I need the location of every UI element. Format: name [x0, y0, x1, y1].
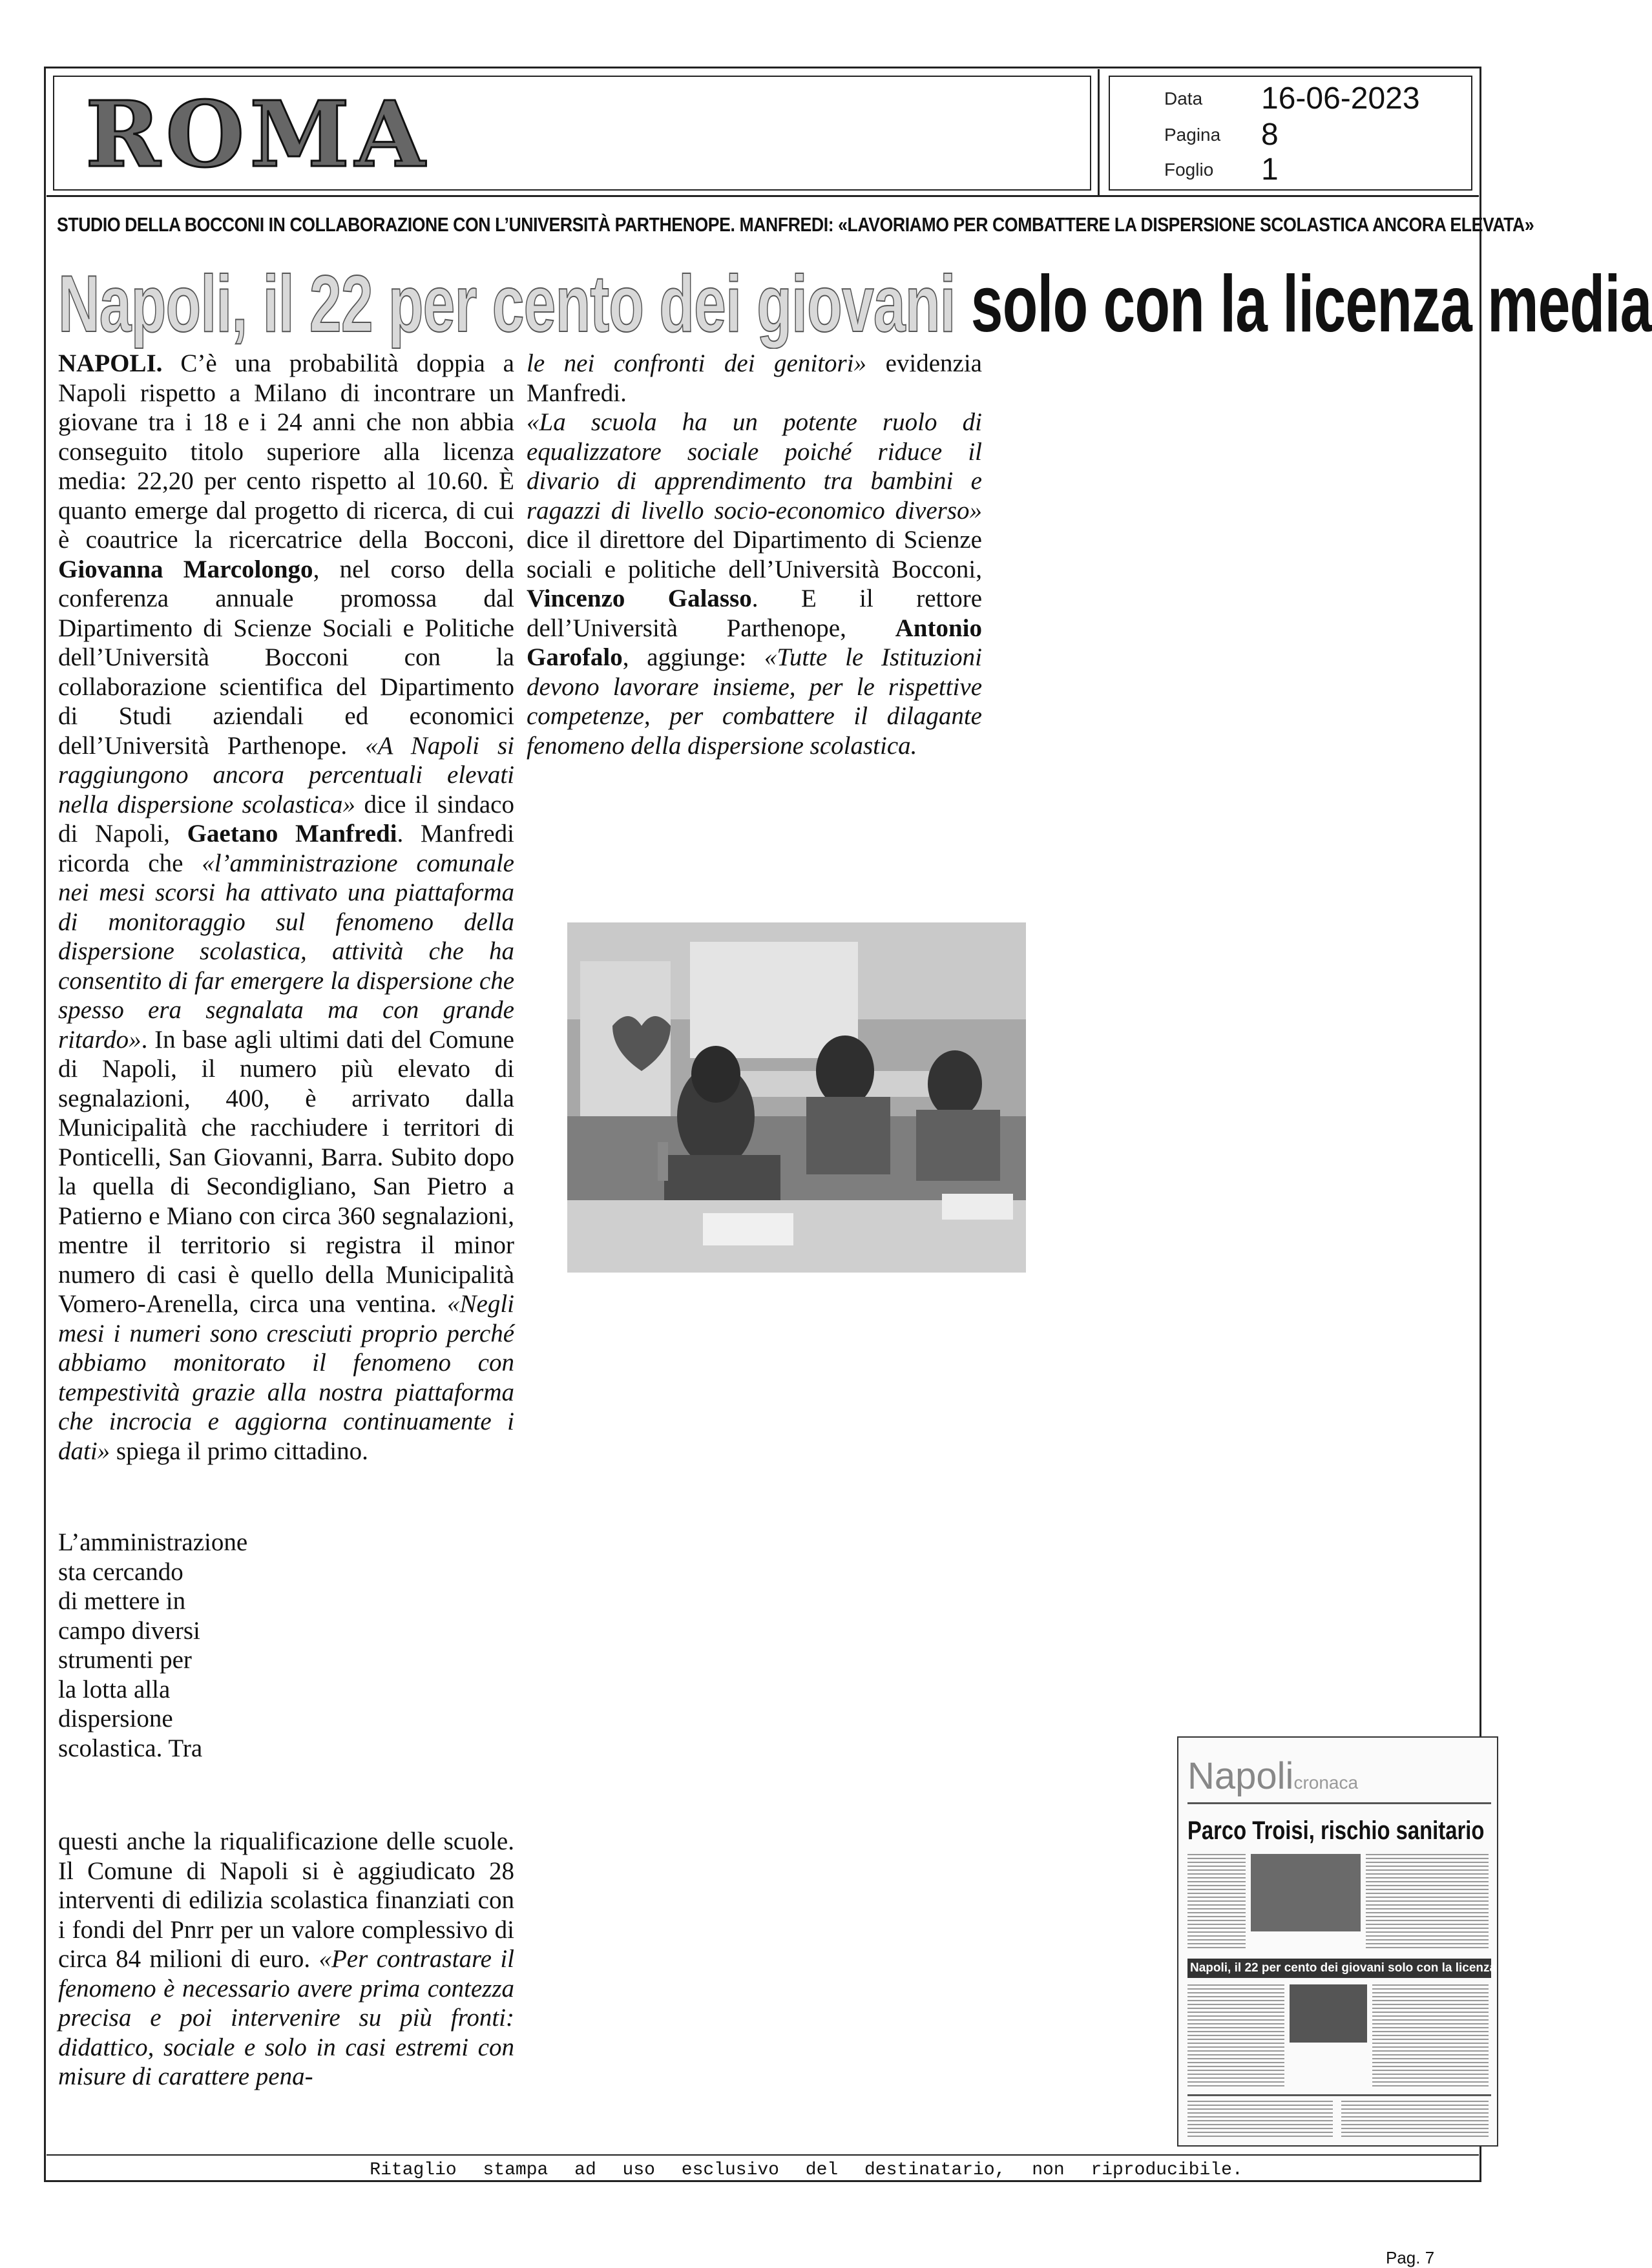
name-garofalo: Antonio Garofalo [527, 614, 982, 671]
data-value: 16-06-2023 [1261, 81, 1420, 116]
meta-pagina-row [1164, 117, 1279, 152]
thumbnail-text-block [1341, 2101, 1489, 2139]
pagina-value: 8 [1261, 118, 1279, 152]
quote-manfredi-2: «l’amministrazione comunale nei mesi scorsi ha attivato una piattaforma di monitoraggio sul fenomeno della dispersione scolastica, attività che ha consentito di far emergere la dispersione che spesso era segnalata ma con grande ritardo» [58, 849, 514, 1054]
headline-outline-part: Napoli, il 22 per cento dei giovani [58, 260, 956, 349]
thumbnail-section [1187, 1754, 1358, 1798]
thumbnail-rule [1187, 1802, 1491, 1804]
dateline: NAPOLI. [58, 349, 163, 377]
quote-manfredi-end: le nei confronti dei genitori» [527, 349, 867, 377]
page-number: Pag. 7 [1386, 2248, 1435, 2267]
name-galasso: Vincenzo Galasso [527, 585, 752, 612]
thumbnail-rule [1187, 2094, 1491, 2096]
quote-manfredi-1: «A Napoli si raggiungono ancora percentuali elevati nella dispersione scolastica» [58, 731, 514, 818]
page-thumbnail [1177, 1736, 1536, 2147]
foglio-label: Foglio [1164, 159, 1214, 180]
column-1-narrow-text: L’amministrazione sta cercando di mettere in campo diversi strumenti per la lotta alla dispersione scolastica. Tra [58, 1528, 248, 1762]
name-marcolongo: Giovanna Marcolongo [58, 555, 313, 583]
thumbnail-text-block [1372, 1984, 1489, 2088]
masthead [47, 69, 1100, 197]
classroom-photo [567, 922, 1026, 1273]
name-manfredi: Gaetano Manfredi [187, 820, 397, 848]
column-2-text: le nei confronti dei genitori» evidenzia Manfredi. «La scuola ha un potente ruolo di equalizzatore sociale poiché riduce il divario di apprendimento tra bambini e ragazzi di livello socio-economico diverso» dice il direttore del Dipartimento di Scienze sociali e politiche dell’Università Bocconi, Vincenzo Galasso. E il rettore dell’Università Parthenope, Antonio Garofalo, aggiunge: «Tutte le Istituzioni devono lavorare insieme, per le rispettive competenze, per combattere il dilagante fenomeno della dispersione scolastica. [527, 349, 983, 760]
thumbnail-text-block [1187, 1984, 1284, 2088]
article-column-1-bottom [58, 1827, 514, 2092]
thumbnail-headline-top: Parco Troisi, rischio sanitario [1187, 1816, 1485, 1845]
publication-meta [1106, 69, 1479, 197]
article-headline [58, 258, 1652, 350]
footer-rule [47, 2154, 1479, 2156]
article-kicker: STUDIO DELLA BOCCONI IN COLLABORAZIONE CON L’UNIVERSITÀ PARTHENOPE. MANFREDI: «LAVORIAMO PER COMBATTERE LA DISPERSIONE SCOLASTICA ANCORA ELEVATA» [57, 213, 1534, 236]
column-1-bottom-text: questi anche la riqualificazione delle scuole. Il Comune di Napoli si è aggiudicato 28 interventi di edilizia scolastica finanziati con i fondi del Pnrr per un valore complessivo di circa 84 milioni di euro. «Per contrastare il fenomeno è necessario avere prima contezza precisa e poi intervenire su più fronti: didattico, sociale e solo in casi estremi con misure di carattere pena- [58, 1827, 514, 2090]
thumbnail-section-sub: cronaca [1293, 1773, 1359, 1793]
thumbnail-headline-bottom: Napoli, il 22 per cento dei giovani solo con la licenza media [1187, 1959, 1491, 1978]
meta-foglio-row [1164, 152, 1279, 187]
pagina-label: Pagina [1164, 124, 1221, 145]
header [47, 69, 1479, 197]
headline-solid-part: solo con la licenza media [955, 260, 1652, 349]
newspaper-logo: ROMA [85, 82, 430, 188]
footer-disclaimer: Ritaglio stampa ad uso esclusivo del destinatario, non riproducibile. [370, 2160, 1243, 2180]
thumbnail-text-block [1366, 1854, 1489, 1951]
thumbnail-text-block [1187, 2101, 1333, 2139]
thumbnail-section-name: Napoli [1187, 1755, 1294, 1797]
article-column-1-narrow [58, 1528, 248, 1763]
classroom-photo-image [567, 922, 1026, 1273]
thumbnail-photo [1290, 1984, 1367, 2043]
article-column-2 [527, 349, 982, 760]
column-1-main-text: NAPOLI. C’è una probabilità doppia a Napoli rispetto a Milano di incontrare un giovane tra i 18 e i 24 anni che non abbia conseguito titolo superiore alla licenza media: 22,20 per cento rispetto al 10.60. È quanto emerge dal progetto di ricerca, di cui è coautrice la ricercatrice della Bocconi, Giovanna Marcolongo, nel corso della conferenza annuale promossa dal Dipartimento di Scienze Sociali e Politiche dell’Università Bocconi con la collaborazione scientifica del Dipartimento di Studi aziendali ed economici dell’Università Parthenope. «A Napoli si raggiungono ancora percentuali elevati nella dispersione scolastica» dice il sindaco di Napoli, Gaetano Manfredi. Manfredi ricorda che «l’amministrazione comunale nei mesi scorsi ha attivato una piattaforma di monitoraggio sul fenomeno della dispersione scolastica, attività che ha consentito di far emergere la dispersione che spesso era segnalata ma con grande ritardo». In base agli ultimi dati del Comune di Napoli, il numero più elevato di segnalazioni, 400, è arrivato dalla Municipalità che racchiudere i territori di Ponticelli, San Giovanni, Barra. Subito dopo la quella di Secondigliano, San Pietro a Patierno e Miano con circa 360 segnalazioni, mentre il territorio si registra il minor numero di casi è quello della Municipalità Vomero-Arenella, circa una ventina. «Negli mesi i numeri sono cresciuti proprio perché abbiamo monitorato il fenomeno con tempestività grazie alla nostra piattaforma che incrocia e aggiorna continuamente i dati» spiega il primo cittadino. [58, 349, 515, 1465]
data-label: Data [1164, 88, 1203, 109]
article-column-1 [58, 349, 514, 1466]
quote-galasso: «La scuola ha un potente ruolo di equalizzatore sociale poiché riduce il divario di apprendimento tra bambini e ragazzi di livello socio-economico diverso» [527, 408, 982, 525]
quote-garofalo: «Tutte le Istituzioni devono lavorare insieme, per le rispettive competenze, per combattere il dilagante fenomeno della dispersione scolastica. [527, 643, 982, 760]
foglio-value: 1 [1261, 152, 1279, 187]
quote-manfredi-3: «Negli mesi i numeri sono cresciuti proprio perché abbiamo monitorato il fenomeno con tempestività grazie alla nostra piattaforma che incrocia e aggiorna continuamente i dati» [58, 1290, 514, 1465]
thumbnail-photo [1251, 1854, 1361, 1931]
thumbnail-text-block [1187, 1854, 1246, 1951]
meta-data-row [1164, 81, 1420, 116]
quote-manfredi-4: «Per contrastare il fenomeno è necessario avere prima contezza precisa e poi intervenire su più fronti: didattico, sociale e solo in casi estremi con misure di carattere pena- [58, 1945, 514, 2090]
